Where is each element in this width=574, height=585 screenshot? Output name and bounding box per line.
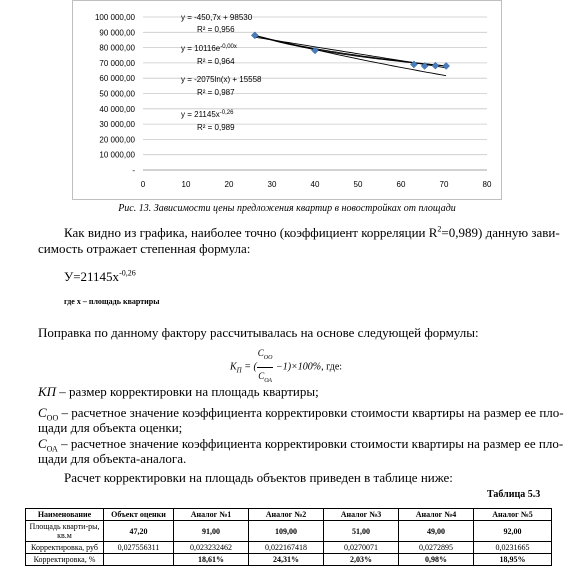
y-tick-label: 10 000,00 — [99, 150, 135, 160]
table-cell: 47,20 — [104, 521, 174, 542]
definition-coo-line-1: $С_{ОО}$ – расчетное значение коэффициента корректировки стоимости квартиры на размер ее пло- — [38, 405, 564, 423]
y-tick-label: 80 000,00 — [99, 43, 135, 53]
trendline-logarithmic — [255, 35, 446, 66]
paragraph-1-line-2: симость отражает степенная формула: — [38, 241, 251, 256]
chart-frame — [72, 0, 502, 200]
header-cell: Аналог №4 — [399, 509, 474, 521]
y-tick-label: 40 000,00 — [99, 104, 135, 114]
table-cell: 18,61% — [174, 554, 249, 566]
table-row — [26, 554, 552, 566]
y-tick-label: - — [132, 166, 135, 175]
trendline-equation: $y = 10116e^{-0,00x}$ — [181, 44, 237, 53]
paragraph-1-line-1: Как видно из графика, наиболее точно (коэффициент корреляции $R^2=0,989$) данную зави- — [64, 224, 560, 240]
y-tick-label: 90 000,00 — [99, 28, 135, 38]
table-row — [26, 542, 552, 554]
table-cell: 109,00 — [249, 521, 324, 542]
table-cell: 0,022167418 — [249, 542, 324, 554]
table-cell: 51,00 — [324, 521, 399, 542]
header-cell: Наименование — [26, 509, 104, 521]
header-cell: Аналог №5 — [474, 509, 552, 521]
x-tick-label: 50 — [353, 180, 363, 189]
correction-formula: $К_П$ = ( $\frac{C_{ОО}}{C_{ОА}}$ −1)×100%, где: — [230, 345, 342, 390]
trendline-equation: $y = 21145x^{-0,26}$ — [181, 110, 234, 119]
table-cell: 0,023232462 — [174, 542, 249, 554]
trendline-equation: y = -2075ln(x) + 15558 — [181, 75, 262, 84]
header-cell: Аналог №2 — [249, 509, 324, 521]
data-point — [443, 62, 450, 69]
table-cell: 0,0231665 — [474, 542, 552, 554]
equation-exponent: -0,00x — [220, 44, 237, 50]
table-cell: 49,00 — [399, 521, 474, 542]
definition-coo-line-2: щади для объекта оценки; — [38, 420, 183, 435]
y-tick-label: 50 000,00 — [99, 89, 135, 99]
x-tick-label: 40 — [310, 180, 320, 189]
y-tick-label: 30 000,00 — [99, 120, 135, 130]
formula-note: где х – площадь квартиры — [64, 297, 160, 306]
row-label: Площадь кварти-ры, кв.м — [26, 521, 104, 542]
table-cell: 0,0270071 — [324, 542, 399, 554]
table-cell: 18,95% — [474, 554, 552, 566]
paragraph-3: Расчет корректировки на площадь объектов приведен в таблице ниже: — [64, 470, 453, 485]
table-header-row — [26, 509, 552, 521]
x-tick-label: 70 — [439, 180, 449, 189]
table-cell: 0,027556311 — [104, 542, 174, 554]
trendline-power — [255, 35, 446, 66]
table-label: Таблица 5.3 — [487, 489, 541, 500]
table-cell: 92,00 — [474, 521, 552, 542]
definition-kp: КП – размер корректировки на площадь квартиры; — [38, 384, 319, 399]
y-tick-label: 100 000,00 — [94, 13, 135, 22]
trendline-r2: R² = 0,989 — [197, 123, 235, 132]
price-area-chart — [73, 1, 503, 201]
correction-table — [25, 508, 552, 566]
y-tick-label: 70 000,00 — [99, 58, 135, 68]
header-cell: Объект оценки — [104, 509, 174, 521]
table-cell: 91,00 — [174, 521, 249, 542]
paragraph-2: Поправка по данному фактору рассчитывалась на основе следующей формулы: — [38, 325, 479, 340]
definition-coa-line-2: щади для объекта-аналога. — [38, 451, 187, 466]
table-cell: 0,98% — [399, 554, 474, 566]
row-label: Корректировка, % — [26, 554, 104, 566]
table-cell: 2,03% — [324, 554, 399, 566]
table-cell: 24,31% — [249, 554, 324, 566]
formula-fraction: $\frac{C_{ОО}}{C_{ОА}}$ — [257, 345, 274, 390]
table-cell — [104, 554, 174, 566]
y-tick-label: 60 000,00 — [99, 74, 135, 84]
x-tick-label: 0 — [140, 180, 146, 189]
trendline-equation: y = -450,7x + 98530 — [181, 13, 253, 22]
x-tick-label: 20 — [224, 180, 234, 189]
x-tick-label: 60 — [396, 180, 406, 189]
x-tick-label: 80 — [482, 180, 492, 189]
table-row — [26, 521, 552, 542]
equation-exponent: -0,26 — [219, 110, 234, 116]
row-label: Корректировка, руб — [26, 542, 104, 554]
y-tick-label: 20 000,00 — [99, 135, 135, 145]
x-tick-label: 10 — [181, 180, 191, 189]
header-cell: Аналог №3 — [324, 509, 399, 521]
power-formula: $У=21145х^{-0,26}$ — [64, 268, 136, 284]
table-cell: 0,0272895 — [399, 542, 474, 554]
trendline-r2: R² = 0,956 — [197, 25, 235, 34]
figure-caption: Рис. 13. Зависимости цены предложения квартир в новостройках от площади — [118, 203, 456, 214]
header-cell: Аналог №1 — [174, 509, 249, 521]
definition-coa-line-1: $С_{ОА}$ – расчетное значение коэффициента корректировки стоимости квартиры на размер ее пло- — [38, 436, 564, 454]
trendline-r2: R² = 0,987 — [197, 88, 235, 97]
trendline-r2: R² = 0,964 — [197, 57, 235, 66]
x-tick-label: 30 — [267, 180, 277, 189]
